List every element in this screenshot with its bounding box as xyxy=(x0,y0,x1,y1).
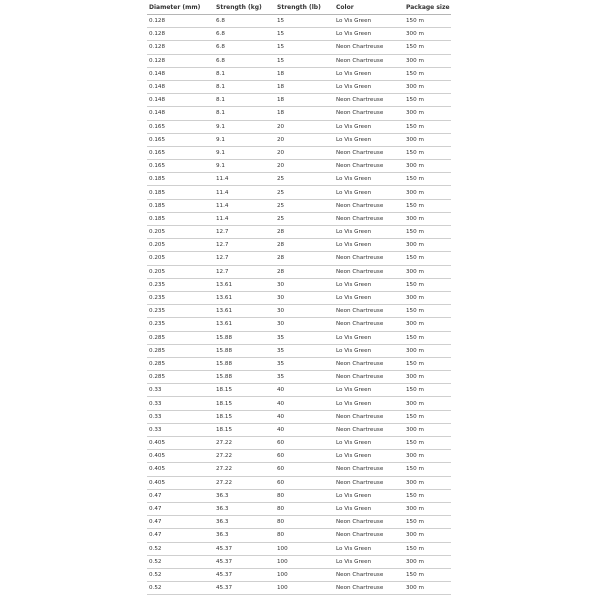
strength-lb-cell: 18 xyxy=(275,107,334,120)
strength-kg-cell: 6.8 xyxy=(214,41,275,54)
strength-kg-cell: 15.88 xyxy=(214,344,275,357)
strength-kg-cell: 36.3 xyxy=(214,529,275,542)
package-size-cell: 300 m xyxy=(404,133,451,146)
diameter-cell: 0.47 xyxy=(147,502,214,515)
color-cell: Lo Vis Green xyxy=(334,278,404,291)
package-size-cell: 150 m xyxy=(404,568,451,581)
table-row xyxy=(147,371,451,384)
strength-lb-cell: 30 xyxy=(275,291,334,304)
package-size-cell: 300 m xyxy=(404,28,451,41)
strength-lb-cell: 35 xyxy=(275,344,334,357)
strength-kg-cell: 11.4 xyxy=(214,199,275,212)
diameter-cell: 0.52 xyxy=(147,542,214,555)
diameter-cell: 0.205 xyxy=(147,265,214,278)
color-cell: Neon Chartreuse xyxy=(334,160,404,173)
package-size-cell: 300 m xyxy=(404,450,451,463)
strength-lb-cell: 80 xyxy=(275,529,334,542)
diameter-cell: 0.185 xyxy=(147,186,214,199)
strength-kg-cell: 8.1 xyxy=(214,67,275,80)
diameter-cell: 0.285 xyxy=(147,371,214,384)
strength-kg-cell: 8.1 xyxy=(214,94,275,107)
table-row xyxy=(147,357,451,370)
color-cell: Lo Vis Green xyxy=(334,331,404,344)
table-row xyxy=(147,568,451,581)
package-size-cell: 150 m xyxy=(404,305,451,318)
strength-lb-cell: 35 xyxy=(275,357,334,370)
strength-lb-cell: 25 xyxy=(275,186,334,199)
strength-lb-cell: 25 xyxy=(275,199,334,212)
diameter-cell: 0.405 xyxy=(147,450,214,463)
table-row xyxy=(147,278,451,291)
package-size-cell: 300 m xyxy=(404,80,451,93)
package-size-cell: 300 m xyxy=(404,344,451,357)
strength-kg-cell: 12.7 xyxy=(214,226,275,239)
table-row xyxy=(147,67,451,80)
package-size-cell: 150 m xyxy=(404,437,451,450)
strength-kg-cell: 36.3 xyxy=(214,502,275,515)
strength-kg-cell: 6.8 xyxy=(214,28,275,41)
strength-lb-cell: 15 xyxy=(275,41,334,54)
strength-lb-cell: 40 xyxy=(275,384,334,397)
color-cell: Lo Vis Green xyxy=(334,489,404,502)
diameter-cell: 0.128 xyxy=(147,15,214,28)
strength-kg-cell: 15.88 xyxy=(214,371,275,384)
package-size-cell: 300 m xyxy=(404,291,451,304)
strength-lb-cell: 60 xyxy=(275,437,334,450)
table-row xyxy=(147,516,451,529)
header-strength-lb: Strength (lb) xyxy=(275,0,334,15)
color-cell: Lo Vis Green xyxy=(334,437,404,450)
package-size-cell: 300 m xyxy=(404,318,451,331)
diameter-cell: 0.235 xyxy=(147,318,214,331)
diameter-cell: 0.205 xyxy=(147,239,214,252)
strength-lb-cell: 30 xyxy=(275,305,334,318)
table-row xyxy=(147,437,451,450)
diameter-cell: 0.148 xyxy=(147,67,214,80)
strength-lb-cell: 100 xyxy=(275,582,334,595)
color-cell: Neon Chartreuse xyxy=(334,516,404,529)
package-size-cell: 300 m xyxy=(404,582,451,595)
strength-lb-cell: 40 xyxy=(275,410,334,423)
diameter-cell: 0.285 xyxy=(147,344,214,357)
strength-kg-cell: 11.4 xyxy=(214,186,275,199)
table-row xyxy=(147,199,451,212)
table-row xyxy=(147,160,451,173)
package-size-cell: 300 m xyxy=(404,423,451,436)
color-cell: Lo Vis Green xyxy=(334,344,404,357)
strength-lb-cell: 30 xyxy=(275,318,334,331)
strength-lb-cell: 100 xyxy=(275,542,334,555)
diameter-cell: 0.47 xyxy=(147,529,214,542)
strength-kg-cell: 9.1 xyxy=(214,120,275,133)
package-size-cell: 300 m xyxy=(404,529,451,542)
package-size-cell: 150 m xyxy=(404,15,451,28)
color-cell: Lo Vis Green xyxy=(334,542,404,555)
strength-kg-cell: 45.37 xyxy=(214,555,275,568)
table-row xyxy=(147,529,451,542)
package-size-cell: 150 m xyxy=(404,463,451,476)
strength-lb-cell: 15 xyxy=(275,54,334,67)
package-size-cell: 150 m xyxy=(404,252,451,265)
package-size-cell: 300 m xyxy=(404,476,451,489)
header-package-size: Package size xyxy=(404,0,451,15)
diameter-cell: 0.205 xyxy=(147,226,214,239)
specifications-table xyxy=(147,0,451,595)
color-cell: Neon Chartreuse xyxy=(334,423,404,436)
strength-lb-cell: 80 xyxy=(275,516,334,529)
color-cell: Neon Chartreuse xyxy=(334,41,404,54)
strength-lb-cell: 60 xyxy=(275,463,334,476)
color-cell: Lo Vis Green xyxy=(334,67,404,80)
package-size-cell: 300 m xyxy=(404,239,451,252)
package-size-cell: 300 m xyxy=(404,186,451,199)
strength-lb-cell: 28 xyxy=(275,252,334,265)
strength-kg-cell: 8.1 xyxy=(214,80,275,93)
table-row xyxy=(147,344,451,357)
color-cell: Neon Chartreuse xyxy=(334,357,404,370)
strength-kg-cell: 8.1 xyxy=(214,107,275,120)
package-size-cell: 150 m xyxy=(404,331,451,344)
diameter-cell: 0.52 xyxy=(147,568,214,581)
table-row xyxy=(147,542,451,555)
strength-kg-cell: 13.61 xyxy=(214,305,275,318)
strength-kg-cell: 45.37 xyxy=(214,542,275,555)
color-cell: Lo Vis Green xyxy=(334,239,404,252)
color-cell: Neon Chartreuse xyxy=(334,410,404,423)
diameter-cell: 0.165 xyxy=(147,146,214,159)
package-size-cell: 300 m xyxy=(404,160,451,173)
table-row xyxy=(147,489,451,502)
strength-kg-cell: 27.22 xyxy=(214,463,275,476)
strength-kg-cell: 27.22 xyxy=(214,476,275,489)
table-body xyxy=(147,15,451,595)
color-cell: Neon Chartreuse xyxy=(334,305,404,318)
strength-kg-cell: 13.61 xyxy=(214,318,275,331)
table-row xyxy=(147,173,451,186)
strength-lb-cell: 28 xyxy=(275,239,334,252)
strength-kg-cell: 6.8 xyxy=(214,54,275,67)
strength-lb-cell: 18 xyxy=(275,80,334,93)
diameter-cell: 0.33 xyxy=(147,384,214,397)
diameter-cell: 0.128 xyxy=(147,41,214,54)
diameter-cell: 0.33 xyxy=(147,410,214,423)
package-size-cell: 300 m xyxy=(404,212,451,225)
package-size-cell: 300 m xyxy=(404,107,451,120)
table-row xyxy=(147,463,451,476)
strength-kg-cell: 18.15 xyxy=(214,423,275,436)
strength-kg-cell: 27.22 xyxy=(214,450,275,463)
header-row xyxy=(147,0,451,15)
color-cell: Lo Vis Green xyxy=(334,555,404,568)
color-cell: Neon Chartreuse xyxy=(334,94,404,107)
color-cell: Lo Vis Green xyxy=(334,133,404,146)
package-size-cell: 300 m xyxy=(404,265,451,278)
package-size-cell: 150 m xyxy=(404,67,451,80)
table-row xyxy=(147,331,451,344)
strength-kg-cell: 6.8 xyxy=(214,15,275,28)
strength-kg-cell: 18.15 xyxy=(214,397,275,410)
diameter-cell: 0.52 xyxy=(147,555,214,568)
color-cell: Lo Vis Green xyxy=(334,502,404,515)
strength-lb-cell: 40 xyxy=(275,423,334,436)
strength-kg-cell: 45.37 xyxy=(214,568,275,581)
strength-lb-cell: 60 xyxy=(275,476,334,489)
package-size-cell: 150 m xyxy=(404,278,451,291)
color-cell: Neon Chartreuse xyxy=(334,529,404,542)
table-row xyxy=(147,476,451,489)
diameter-cell: 0.47 xyxy=(147,516,214,529)
strength-lb-cell: 35 xyxy=(275,371,334,384)
diameter-cell: 0.285 xyxy=(147,331,214,344)
color-cell: Lo Vis Green xyxy=(334,186,404,199)
table-row xyxy=(147,450,451,463)
color-cell: Neon Chartreuse xyxy=(334,318,404,331)
package-size-cell: 150 m xyxy=(404,542,451,555)
package-size-cell: 150 m xyxy=(404,489,451,502)
table-row xyxy=(147,305,451,318)
strength-lb-cell: 20 xyxy=(275,120,334,133)
package-size-cell: 150 m xyxy=(404,173,451,186)
table-row xyxy=(147,582,451,595)
package-size-cell: 150 m xyxy=(404,226,451,239)
table-row xyxy=(147,384,451,397)
diameter-cell: 0.33 xyxy=(147,423,214,436)
color-cell: Lo Vis Green xyxy=(334,80,404,93)
package-size-cell: 150 m xyxy=(404,41,451,54)
strength-lb-cell: 35 xyxy=(275,331,334,344)
package-size-cell: 150 m xyxy=(404,516,451,529)
strength-lb-cell: 15 xyxy=(275,15,334,28)
table-row xyxy=(147,28,451,41)
diameter-cell: 0.185 xyxy=(147,173,214,186)
table-row xyxy=(147,265,451,278)
strength-lb-cell: 30 xyxy=(275,278,334,291)
strength-lb-cell: 25 xyxy=(275,212,334,225)
table-row xyxy=(147,555,451,568)
color-cell: Lo Vis Green xyxy=(334,120,404,133)
table-row xyxy=(147,120,451,133)
diameter-cell: 0.235 xyxy=(147,305,214,318)
header-strength-kg: Strength (kg) xyxy=(214,0,275,15)
diameter-cell: 0.205 xyxy=(147,252,214,265)
strength-kg-cell: 9.1 xyxy=(214,160,275,173)
table-row xyxy=(147,291,451,304)
strength-lb-cell: 25 xyxy=(275,173,334,186)
strength-lb-cell: 28 xyxy=(275,265,334,278)
strength-kg-cell: 18.15 xyxy=(214,410,275,423)
color-cell: Neon Chartreuse xyxy=(334,107,404,120)
strength-kg-cell: 15.88 xyxy=(214,331,275,344)
strength-lb-cell: 18 xyxy=(275,94,334,107)
package-size-cell: 150 m xyxy=(404,199,451,212)
package-size-cell: 300 m xyxy=(404,502,451,515)
table-row xyxy=(147,239,451,252)
table-row xyxy=(147,212,451,225)
table-row xyxy=(147,318,451,331)
diameter-cell: 0.185 xyxy=(147,199,214,212)
package-size-cell: 300 m xyxy=(404,555,451,568)
table-row xyxy=(147,80,451,93)
strength-lb-cell: 80 xyxy=(275,489,334,502)
package-size-cell: 300 m xyxy=(404,397,451,410)
strength-lb-cell: 80 xyxy=(275,502,334,515)
strength-kg-cell: 12.7 xyxy=(214,252,275,265)
diameter-cell: 0.128 xyxy=(147,28,214,41)
package-size-cell: 150 m xyxy=(404,94,451,107)
strength-lb-cell: 20 xyxy=(275,146,334,159)
diameter-cell: 0.165 xyxy=(147,133,214,146)
color-cell: Neon Chartreuse xyxy=(334,199,404,212)
table-row xyxy=(147,410,451,423)
table-header xyxy=(147,0,451,15)
color-cell: Lo Vis Green xyxy=(334,173,404,186)
diameter-cell: 0.405 xyxy=(147,476,214,489)
strength-kg-cell: 15.88 xyxy=(214,357,275,370)
strength-lb-cell: 100 xyxy=(275,568,334,581)
table-row xyxy=(147,502,451,515)
package-size-cell: 300 m xyxy=(404,54,451,67)
diameter-cell: 0.128 xyxy=(147,54,214,67)
diameter-cell: 0.52 xyxy=(147,582,214,595)
strength-kg-cell: 36.3 xyxy=(214,516,275,529)
table-row xyxy=(147,133,451,146)
diameter-cell: 0.235 xyxy=(147,278,214,291)
diameter-cell: 0.285 xyxy=(147,357,214,370)
strength-lb-cell: 60 xyxy=(275,450,334,463)
diameter-cell: 0.185 xyxy=(147,212,214,225)
color-cell: Neon Chartreuse xyxy=(334,463,404,476)
color-cell: Neon Chartreuse xyxy=(334,265,404,278)
table-row xyxy=(147,54,451,67)
table-row xyxy=(147,15,451,28)
color-cell: Neon Chartreuse xyxy=(334,54,404,67)
package-size-cell: 150 m xyxy=(404,410,451,423)
strength-lb-cell: 28 xyxy=(275,226,334,239)
strength-kg-cell: 12.7 xyxy=(214,265,275,278)
color-cell: Neon Chartreuse xyxy=(334,371,404,384)
strength-lb-cell: 40 xyxy=(275,397,334,410)
color-cell: Lo Vis Green xyxy=(334,397,404,410)
strength-lb-cell: 100 xyxy=(275,555,334,568)
strength-kg-cell: 11.4 xyxy=(214,212,275,225)
table-row xyxy=(147,94,451,107)
color-cell: Neon Chartreuse xyxy=(334,476,404,489)
diameter-cell: 0.235 xyxy=(147,291,214,304)
table-row xyxy=(147,107,451,120)
color-cell: Lo Vis Green xyxy=(334,226,404,239)
strength-kg-cell: 36.3 xyxy=(214,489,275,502)
header-diameter: Diameter (mm) xyxy=(147,0,214,15)
diameter-cell: 0.148 xyxy=(147,80,214,93)
table-row xyxy=(147,397,451,410)
color-cell: Lo Vis Green xyxy=(334,15,404,28)
strength-lb-cell: 20 xyxy=(275,160,334,173)
diameter-cell: 0.148 xyxy=(147,94,214,107)
color-cell: Neon Chartreuse xyxy=(334,252,404,265)
table-row xyxy=(147,252,451,265)
diameter-cell: 0.165 xyxy=(147,120,214,133)
table-row xyxy=(147,186,451,199)
package-size-cell: 150 m xyxy=(404,146,451,159)
color-cell: Lo Vis Green xyxy=(334,28,404,41)
strength-kg-cell: 12.7 xyxy=(214,239,275,252)
color-cell: Neon Chartreuse xyxy=(334,212,404,225)
strength-lb-cell: 18 xyxy=(275,67,334,80)
table-row xyxy=(147,423,451,436)
header-color: Color xyxy=(334,0,404,15)
package-size-cell: 150 m xyxy=(404,357,451,370)
color-cell: Neon Chartreuse xyxy=(334,582,404,595)
color-cell: Lo Vis Green xyxy=(334,291,404,304)
strength-kg-cell: 13.61 xyxy=(214,278,275,291)
color-cell: Lo Vis Green xyxy=(334,450,404,463)
table-row xyxy=(147,146,451,159)
color-cell: Neon Chartreuse xyxy=(334,568,404,581)
diameter-cell: 0.33 xyxy=(147,397,214,410)
strength-kg-cell: 9.1 xyxy=(214,133,275,146)
strength-kg-cell: 27.22 xyxy=(214,437,275,450)
table-row xyxy=(147,41,451,54)
diameter-cell: 0.405 xyxy=(147,437,214,450)
strength-kg-cell: 45.37 xyxy=(214,582,275,595)
diameter-cell: 0.47 xyxy=(147,489,214,502)
strength-kg-cell: 9.1 xyxy=(214,146,275,159)
package-size-cell: 150 m xyxy=(404,120,451,133)
diameter-cell: 0.148 xyxy=(147,107,214,120)
diameter-cell: 0.165 xyxy=(147,160,214,173)
strength-kg-cell: 18.15 xyxy=(214,384,275,397)
strength-lb-cell: 20 xyxy=(275,133,334,146)
strength-kg-cell: 13.61 xyxy=(214,291,275,304)
diameter-cell: 0.405 xyxy=(147,463,214,476)
package-size-cell: 300 m xyxy=(404,371,451,384)
strength-lb-cell: 15 xyxy=(275,28,334,41)
color-cell: Neon Chartreuse xyxy=(334,146,404,159)
color-cell: Lo Vis Green xyxy=(334,384,404,397)
package-size-cell: 150 m xyxy=(404,384,451,397)
strength-kg-cell: 11.4 xyxy=(214,173,275,186)
table-row xyxy=(147,226,451,239)
